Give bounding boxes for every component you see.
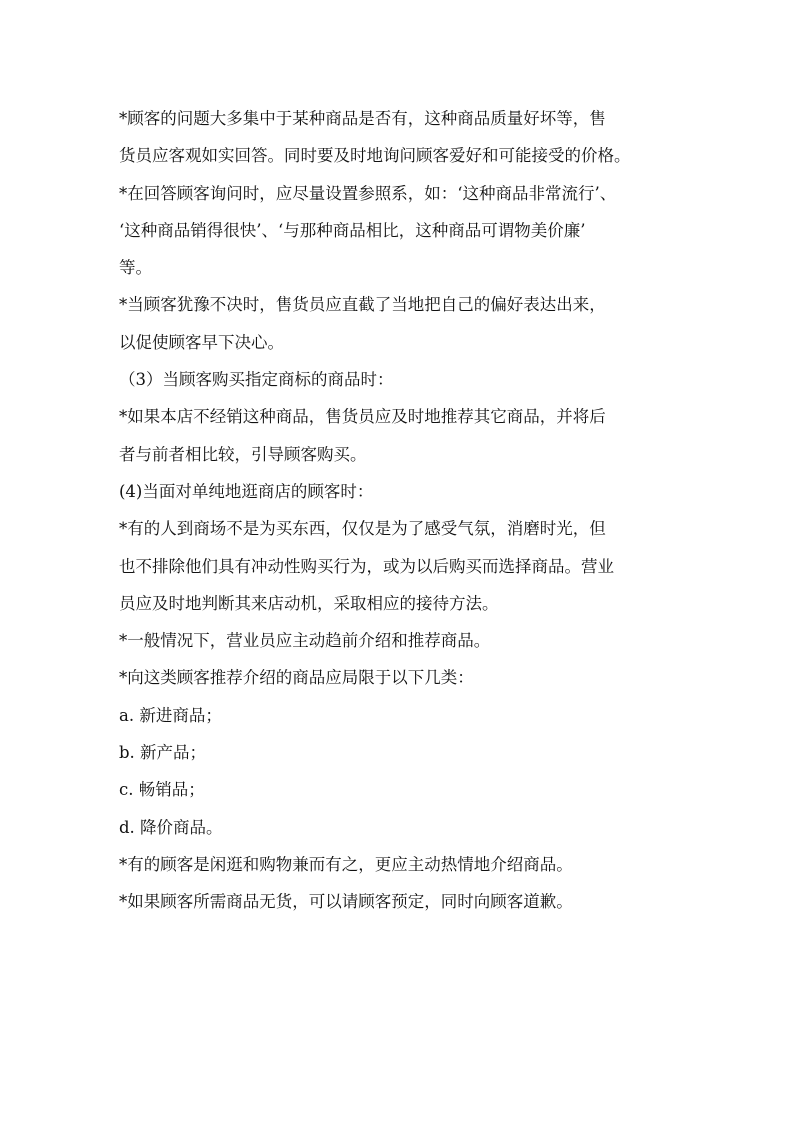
text-line: *向这类顾客推荐介绍的商品应局限于以下几类： xyxy=(119,668,474,688)
document-body xyxy=(119,100,689,921)
text-line: *如果本店不经销这种商品，售货员应及时地推荐其它商品，并将后 xyxy=(119,407,606,427)
list-item: b. 新产品； xyxy=(119,743,207,763)
list-item: d. 降价商品。 xyxy=(119,817,223,837)
text-line: 也不排除他们具有冲动性购买行为，或为以后购买而选择商品。营业 xyxy=(119,556,614,576)
section-heading: （3）当顾客购买指定商标的商品时： xyxy=(119,370,394,390)
text-line: 等。 xyxy=(119,258,152,278)
text-line: 者与前者相比较，引导顾客购买。 xyxy=(119,444,367,464)
text-line: *顾客的问题大多集中于某种商品是否有，这种商品质量好坏等，售 xyxy=(119,109,606,128)
text-line: *有的人到商场不是为买东西，仅仅是为了感受气氛，消磨时光，但 xyxy=(119,519,606,539)
text-line: ‘这种商品销得很快’、‘与那种商品相比，这种商品可谓物美价廉’ xyxy=(119,220,586,240)
text-line: *有的顾客是闲逛和购物兼而有之，更应主动热情地介绍商品。 xyxy=(119,854,573,874)
list-item: a. 新进商品； xyxy=(119,705,222,725)
text-line: *一般情况下，营业员应主动趋前介绍和推荐商品。 xyxy=(119,631,491,651)
text-line: 员应及时地判断其来店动机，采取相应的接待方法。 xyxy=(119,593,499,613)
section-heading: (4)当面对单纯地逛商店的顾客时： xyxy=(119,481,374,501)
text-line: *当顾客犹豫不决时，售货员应直截了当地把自己的偏好表达出来， xyxy=(119,295,606,315)
text-line: 以促使顾客早下决心。 xyxy=(119,332,284,352)
text-line: *在回答顾客询问时，应尽量设置参照系，如：‘这种商品非常流行’、 xyxy=(119,183,617,203)
list-item: c. 畅销品； xyxy=(119,780,205,800)
text-line: 货员应客观如实回答。同时要及时地询问顾客爱好和可能接受的价格。 xyxy=(119,146,631,166)
text-line: *如果顾客所需商品无货，可以请顾客预定，同时向顾客道歉。 xyxy=(119,892,573,912)
